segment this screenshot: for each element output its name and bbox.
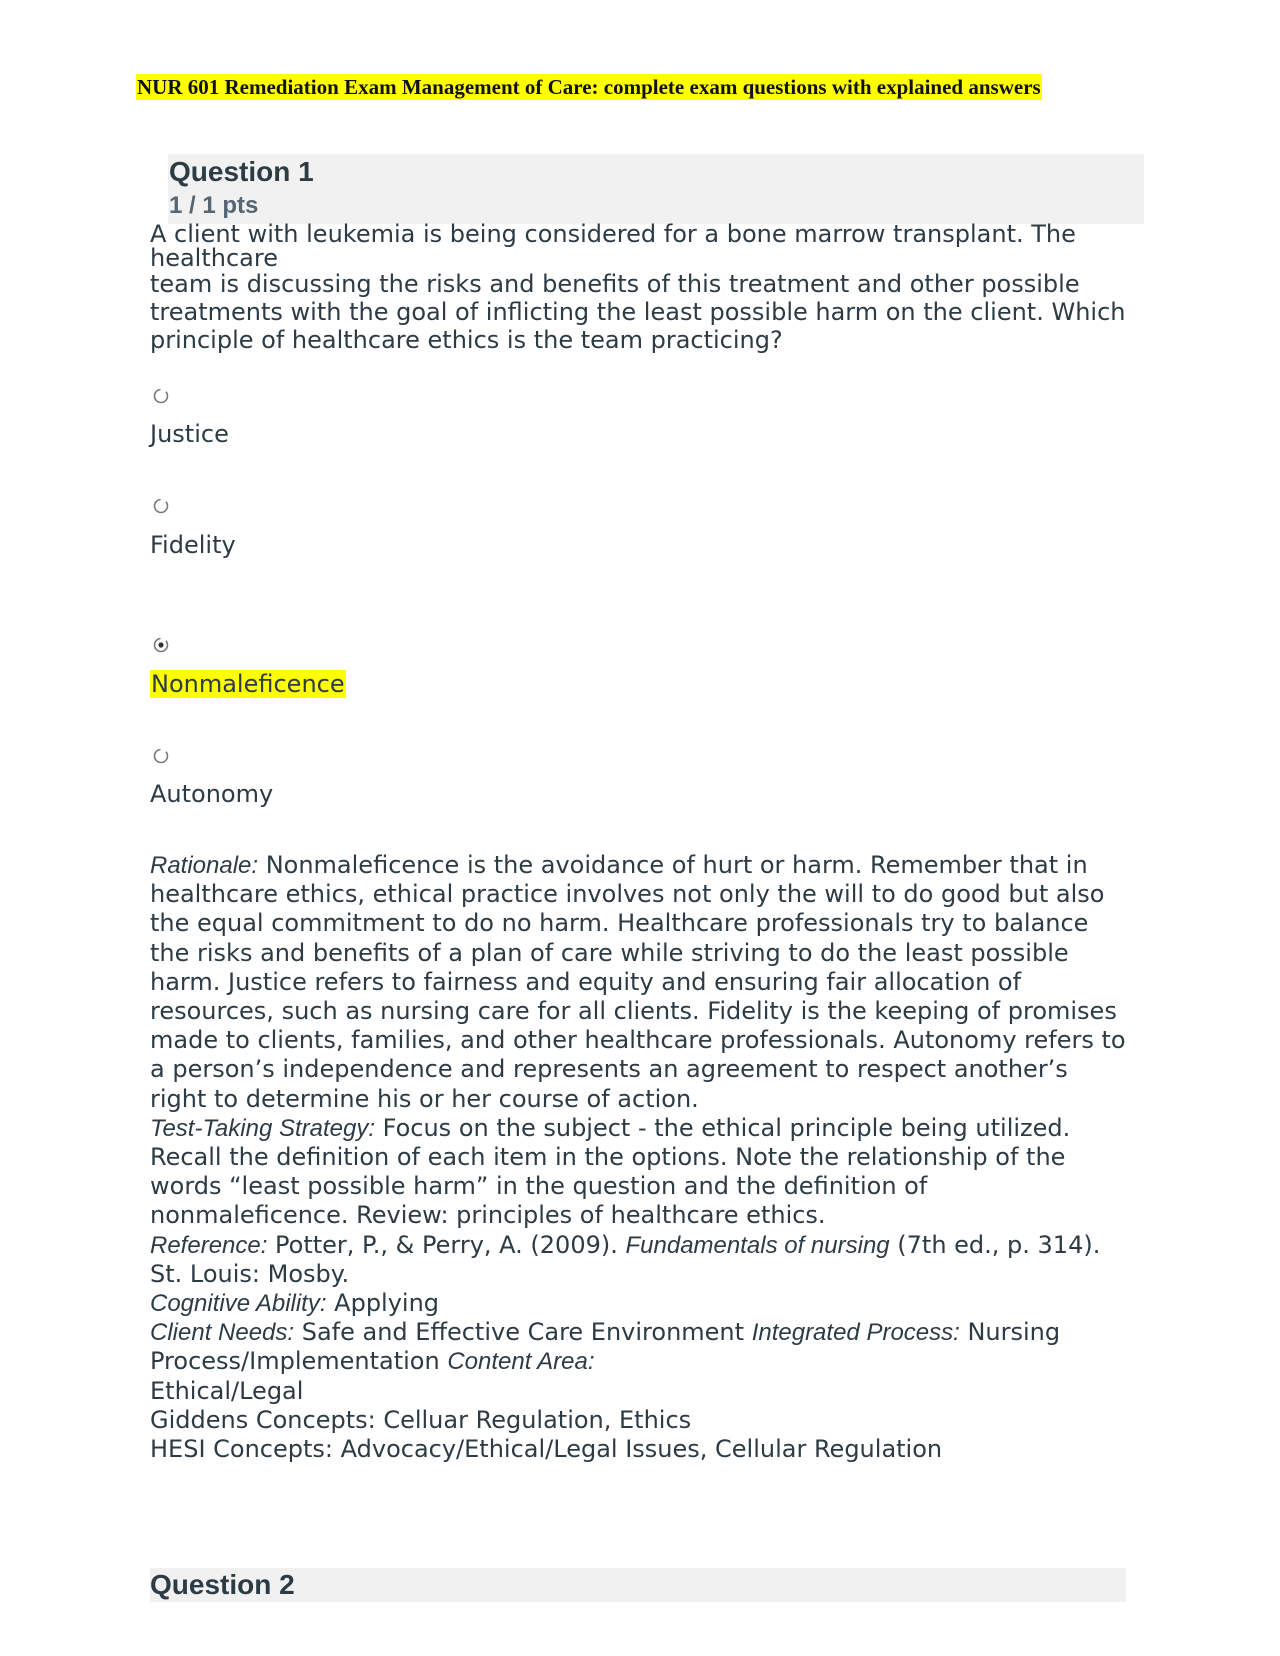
- strategy-label: Test-Taking Strategy:: [150, 1114, 376, 1142]
- question-1-text-rest: team is discussing the risks and benefits of this treatment and other possible treatments with the goal of inflicting the least possible harm on the client. Which principle of healthcare ethics is the team practicing?: [150, 270, 1126, 354]
- cognitive-ability: [150, 1289, 1130, 1318]
- option-justice-label[interactable]: Justice: [150, 420, 229, 448]
- rationale-paragraph: [150, 851, 1130, 1114]
- question-1-title: Question 1: [169, 156, 314, 187]
- radio-autonomy[interactable]: [152, 747, 170, 765]
- strategy-text: Focus on the subject - the ethical principle being utilized. Recall the definition of each item in the options. Note the relationship of the words “least possible harm” in the question and the definition of nonmaleficence. Review: principles of healthcare ethics.: [150, 1113, 1071, 1230]
- radio-justice[interactable]: [152, 387, 170, 405]
- reference-book-title: Fundamentals of nursing: [625, 1231, 890, 1259]
- integrated-process-text: Nursing Process/Implementation: [150, 1318, 1061, 1376]
- question-1-text-line2: healthcare: [150, 244, 278, 272]
- option-fidelity-label[interactable]: Fidelity: [150, 531, 236, 559]
- question-1-text: [150, 220, 1130, 354]
- reference-text-b: (7th ed., p. 314). St. Louis: Mosby.: [150, 1230, 1101, 1288]
- rationale-label: Rationale:: [150, 852, 259, 879]
- document-title: NUR 601 Remediation Exam Management of Care: complete exam questions with explained answers: [137, 75, 1041, 99]
- question-1-header: [168, 154, 1144, 224]
- option-nonmaleficence-text: Nonmaleficence: [151, 670, 345, 698]
- question-1-rationale: [150, 851, 1130, 1464]
- radio-fidelity[interactable]: [152, 497, 170, 515]
- reference-text-a: Potter, P., & Perry, A. (2009).: [267, 1230, 626, 1259]
- cognitive-text: Applying: [326, 1289, 440, 1318]
- client-needs: [150, 1318, 1130, 1376]
- content-area-label: Content Area:: [447, 1348, 595, 1376]
- rationale-text: Nonmaleficence is the avoidance of hurt or harm. Remember that in healthcare ethics, ethical practice involves not only the will to do good but also the equal commitment to do no harm. Healthcare professionals try to balance the risks and benefits of a plan of care while striving to do the least possible harm. Justice refers to fairness and equity and ensuring fair allocation of resources, such as nursing care for all clients. Fidelity is the keeping of promises made to clients, families, and other healthcare professionals. Autonomy refers to a person’s independence and represents an agreement to respect another’s right to determine his or her course of action.: [150, 851, 1126, 1113]
- client-needs-text: Safe and Effective Care Environment: [294, 1318, 752, 1347]
- question-1-points: 1 / 1 pts: [169, 192, 259, 219]
- reference-label: Reference:: [150, 1231, 268, 1259]
- hesi-concepts: HESI Concepts: Advocacy/Ethical/Legal Issues, Cellular Regulation: [150, 1435, 943, 1464]
- question-2-header: [150, 1568, 1126, 1602]
- reference-paragraph: [150, 1231, 1130, 1289]
- integrated-process-label: Integrated Process:: [751, 1319, 960, 1347]
- radio-nonmaleficence-selected[interactable]: [152, 636, 170, 654]
- giddens-concepts: Giddens Concepts: Celluar Regulation, Ethics: [150, 1405, 692, 1434]
- cognitive-label: Cognitive Ability:: [150, 1290, 327, 1318]
- question-2-title: Question 2: [150, 1569, 295, 1600]
- strategy-paragraph: [150, 1114, 1130, 1231]
- question-1-text-line1: A client with leukemia is being considered for a bone marrow transplant. The: [150, 220, 1076, 248]
- content-area: Ethical/Legal: [150, 1376, 304, 1405]
- option-nonmaleficence-label[interactable]: [150, 669, 346, 699]
- client-needs-label: Client Needs:: [150, 1319, 295, 1347]
- option-autonomy-label[interactable]: Autonomy: [150, 780, 274, 808]
